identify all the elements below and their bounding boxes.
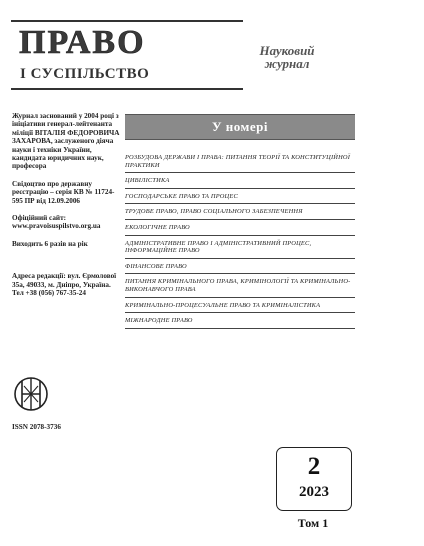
- frequency-text: Виходить 6 разів на рік: [12, 239, 88, 248]
- section-item: ЕКОЛОГІЧНЕ ПРАВО: [125, 220, 355, 236]
- section-item: КРИМІНАЛЬНО-ПРОЦЕСУАЛЬНЕ ПРАВО ТА КРИМІНАЛІСТИКА: [125, 298, 355, 314]
- section-item: РОЗБУДОВА ДЕРЖАВИ І ПРАВА: ПИТАННЯ ТЕОРІЇ ТА КОНСТИТУЦІЙНОЇ ПРАКТИКИ: [125, 150, 355, 173]
- journal-info: [12, 112, 120, 307]
- issue-year: 2023: [299, 484, 329, 500]
- section-item: ФІНАНСОВЕ ПРАВО: [125, 259, 355, 275]
- issn-text: ISSN 2078-3736: [12, 423, 61, 431]
- section-item: АДМІНІСТРАТИВНЕ ПРАВО І АДМІНІСТРАТИВНИЙ ПРОЦЕС, ІНФОРМАЦІЙНЕ ПРАВО: [125, 236, 355, 259]
- section-item: МІЖНАРОДНЕ ПРАВО: [125, 313, 355, 329]
- contents-list: [125, 114, 355, 329]
- masthead: [11, 20, 243, 90]
- volume-label: Том 1: [297, 516, 329, 530]
- contents-header: У номері: [125, 114, 355, 140]
- section-item: ПИТАННЯ КРИМІНАЛЬНОГО ПРАВА, КРИМІНОЛОГІЇ ТА КРИМІНАЛЬНО-ВИКОНАВЧОГО ПРАВА: [125, 274, 355, 297]
- issue-number: 2: [307, 453, 321, 480]
- section-item: ТРУДОВЕ ПРАВО, ПРАВО СОЦІАЛЬНОГО ЗАБЕЗПЕЧЕННЯ: [125, 204, 355, 220]
- website-text: Офіційний сайт: www.pravoisuspilstvo.org.ua: [12, 214, 101, 231]
- journal-subtitle: І СУСПІЛЬСТВО: [20, 66, 150, 82]
- issue-box: [276, 447, 352, 511]
- registration-text: Свідоцтво про державну реєстрацію – серія КВ № 11724-595 ПР від 12.09.2006: [12, 179, 115, 205]
- journal-type-line1: Науковий: [259, 43, 315, 58]
- address-text: Адреса редакції: вул. Єрмолової 35а, 49033, м. Дніпро, Україна. Тел +38 (056) 767-35-24: [12, 272, 117, 298]
- section-item: ГОСПОДАРСЬКЕ ПРАВО ТА ПРОЦЕС: [125, 189, 355, 205]
- emblem-icon: [13, 373, 49, 415]
- journal-type-line2: журнал: [264, 56, 310, 71]
- journal-title: ПРАВО: [19, 24, 146, 61]
- founded-text: Журнал заснований у 2004 році з ініціативи генерал-лейтенанта міліції ВІТАЛІЯ ФЕДОРОВИЧА ЗАХАРОВА, заслуженого діяча науки і техніки України, кандидата юридичних наук, професора: [12, 112, 120, 171]
- section-item: ЦИВІЛІСТИКА: [125, 173, 355, 189]
- journal-type: [247, 44, 327, 70]
